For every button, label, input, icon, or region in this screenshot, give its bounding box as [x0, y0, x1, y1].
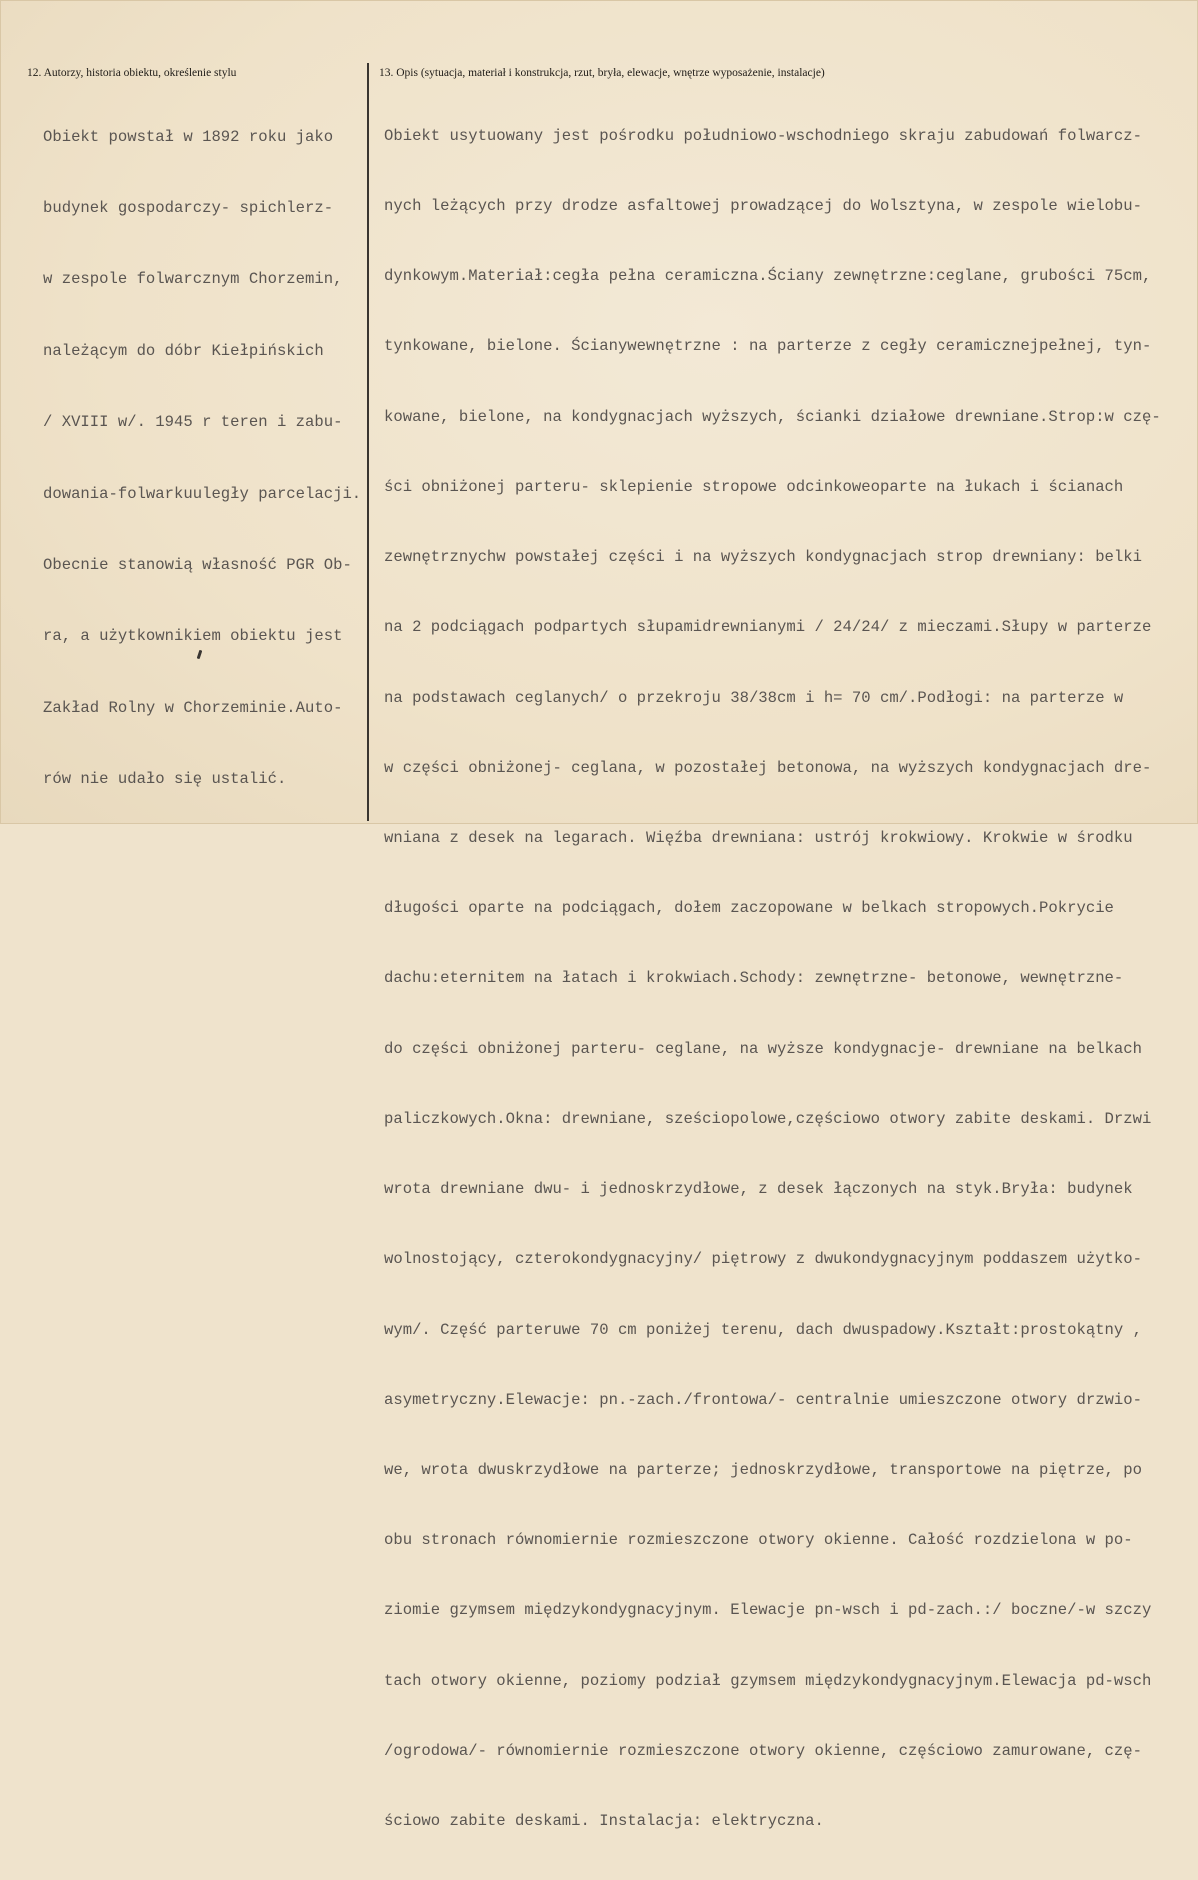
text-line: / XVIII w/. 1945 r teren i zabu-: [43, 413, 343, 432]
text-line: ściowo zabite deskami. Instalacja: elektryczna.: [384, 1812, 824, 1831]
text-line: dynkowym.Materiał:cegła pełna ceramiczna.Ściany zewnętrzne:ceglane, grubości 75cm,: [384, 267, 1152, 286]
column-divider: [367, 63, 369, 821]
text-line: ści obniżonej parteru- sklepienie stropowe odcinkoweoparte na łukach i ścianach: [384, 477, 1124, 496]
section-13-body: [384, 78, 1161, 1880]
text-line: nych leżących przy drodze asfaltowej prowadzącej do Wolsztyna, w zespole wielobu-: [384, 197, 1142, 216]
text-line: paliczkowych.Okna: drewniane, sześciopolowe,częściowo otwory zabite deskami. Drzwi: [384, 1109, 1152, 1128]
text-line: budynek gospodarczy- spichlerz-: [43, 198, 334, 217]
text-line: na 2 podciągach podpartych słupamidrewnianymi / 24/24/ z mieczami.Słupy w parterze: [384, 618, 1152, 637]
text-line: tynkowane, bielone. Ścianywewnętrzne : na parterze z cegły ceramicznejpełnej, tyn-: [384, 337, 1152, 356]
text-line: w zespole folwarcznym Chorzemin,: [43, 270, 343, 289]
section-13-header: 13. Opis (sytuacja, materiał i konstrukcja, rzut, bryła, elewacje, wnętrze wyposażenie, instalacje): [379, 67, 825, 79]
text-line: we, wrota dwuskrzydłowe na parterze; jednoskrzydłowe, transportowe na piętrze, po: [384, 1460, 1142, 1479]
text-line: Zakład Rolny w Chorzeminie.Auto-: [43, 698, 343, 717]
text-line: wniana z desek na legarach. Więźba drewniana: ustrój krokwiowy. Krokwie w środku: [384, 829, 1133, 847]
text-line: ziomie gzymsem międzykondygnacyjnym. Elewacje pn-wsch i pd-zach.:/ boczne/-w szczy: [384, 1601, 1152, 1620]
text-line: obu stronach równomiernie rozmieszczone otwory okienne. Całość rozdzielona w po-: [384, 1531, 1133, 1550]
text-line: ra, a użytkownikiem obiektu jest: [43, 627, 343, 646]
text-line: należącym do dóbr Kiełpińskich: [43, 341, 324, 360]
text-line: Obiekt powstał w 1892 roku jako: [43, 127, 334, 146]
text-line: na podstawach ceglanych/ o przekroju 38/38cm i h= 70 cm/.Podłogi: na parterze w: [384, 688, 1124, 707]
text-line: rów nie udało się ustalić.: [43, 770, 287, 789]
text-line: /ogrodowa/- równomiernie rozmieszczone otwory okienne, częściowo zamurowane, czę-: [384, 1741, 1142, 1760]
text-line: Obecnie stanowią własność PGR Ob-: [43, 555, 352, 574]
text-line: asymetryczny.Elewacje: pn.-zach./frontowa/- centralnie umieszczone otwory drzwio-: [384, 1390, 1142, 1409]
text-line: wolnostojący, czterokondygnacyjny/ piętrowy z dwukondygnacyjnym poddaszem użytko-: [384, 1250, 1142, 1269]
text-line: tach otwory okienne, poziomy podział gzymsem międzykondygnacyjnym.Elewacja pd-wsch: [384, 1671, 1152, 1690]
text-line: dowania-folwarkuuległy parcelacji.: [43, 484, 362, 503]
text-line: do części obniżonej parteru- ceglane, na wyższe kondygnacje- drewniane na belkach: [384, 1039, 1142, 1058]
text-line: kowane, bielone, na kondygnacjach wyższych, ścianki działowe drewniane.Strop:w czę-: [384, 407, 1161, 426]
text-line: w części obniżonej- ceglana, w pozostałej betonowa, na wyższych kondygnacjach dre-: [384, 758, 1152, 777]
section-12-body: [43, 78, 361, 840]
text-line: wrota drewniane dwu- i jednoskrzydłowe, z desek łączonych na styk.Bryła: budynek: [384, 1180, 1133, 1199]
text-line: długości oparte na podciągach, dołem zaczopowane w belkach stropowych.Pokrycie: [384, 899, 1114, 918]
text-line: wym/. Część parteruwe 70 cm poniżej terenu, dach dwuspadowy.Kształt:prostokątny ,: [384, 1320, 1142, 1339]
text-line: zewnętrznychw powstałej części i na wyższych kondygnacjach strop drewniany: belki: [384, 548, 1142, 567]
text-line: dachu:eternitem na łatach i krokwiach.Schody: zewnętrzne- betonowe, wewnętrzne-: [384, 969, 1124, 988]
text-line: Obiekt usytuowany jest pośrodku południowo-wschodniego skraju zabudowań folwarcz-: [384, 126, 1142, 145]
section-12-header: 12. Autorzy, historia obiektu, określenie stylu: [27, 67, 237, 79]
